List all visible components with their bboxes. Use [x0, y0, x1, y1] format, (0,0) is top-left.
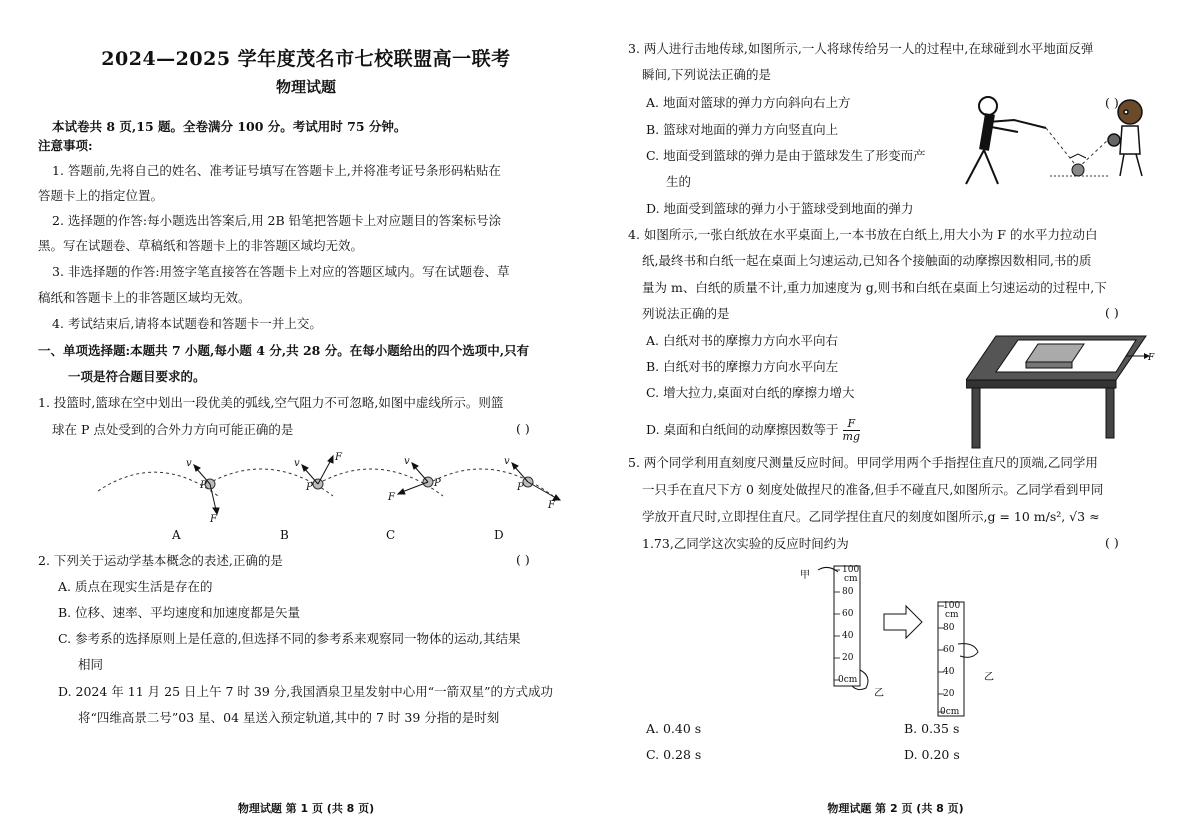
q4-fig-f: F: [1148, 353, 1155, 363]
q5-option-c: C. 0.28 s: [646, 747, 702, 762]
q3-option-b: B. 篮球对地面的弹力方向竖直向上: [646, 122, 839, 137]
r1-label-80: 80: [842, 587, 854, 597]
q1-option-d: D: [494, 528, 504, 542]
q1d-v: v: [504, 456, 510, 467]
q1c-v: v: [404, 456, 410, 467]
page-1-footer: 物理试题 第 1 页 (共 8 页): [237, 802, 375, 815]
q2-option-c-1: C. 参考系的选择原则上是任意的,但选择不同的参考系来观察同一物体的运动,其结果: [58, 631, 521, 646]
q4-figure: [966, 332, 1156, 452]
r1-label-0: 0cm: [838, 675, 858, 685]
q1d-f: F: [548, 500, 555, 511]
q1c-p: P: [434, 478, 441, 489]
q1-option-c: C: [386, 528, 396, 542]
q4-fraction: [843, 418, 860, 443]
section1-heading-1: 一、单项选择题:本题共 7 小题,每小题 4 分,共 28 分。在每小题给出的四个选项中,只有: [38, 343, 530, 358]
ruler-after: [938, 601, 994, 717]
q1b-v: v: [294, 458, 300, 469]
label-jia: 甲: [800, 570, 810, 581]
q3-option-c-1: C. 地面受到篮球的弹力是由于篮球发生了形变而产: [646, 148, 926, 163]
q5-stem-2: 一只手在直尺下方 0 刻度处做捏尺的准备,但手不碰直尺,如图所示。乙同学看到甲同: [642, 482, 1104, 497]
q1b-f: F: [335, 452, 342, 463]
r1-label-40: 40: [842, 631, 854, 641]
q5-option-d: D. 0.20 s: [904, 747, 960, 762]
q1a-v: v: [186, 458, 192, 469]
q2-option-c-2: 相同: [78, 657, 104, 672]
q5-option-a: A. 0.40 s: [646, 721, 702, 736]
exam-subtitle: 物理试题: [275, 78, 336, 96]
r2-label-80: 80: [943, 623, 955, 633]
q1-option-a: A: [172, 528, 181, 542]
q1-stem-2: 球在 P 点处受到的合外力方向可能正确的是: [52, 422, 294, 437]
q2-option-a: A. 质点在现实生活是存在的: [58, 579, 213, 594]
q2-option-d-1: D. 2024 年 11 月 25 日上午 7 时 39 分,我国酒泉卫星发射中心用“一箭双星”的方式成功: [58, 684, 554, 699]
r2-label-0: 0cm: [940, 707, 960, 717]
q3-figure: [960, 92, 1160, 202]
q1a-f: F: [210, 514, 217, 525]
exam-intro: 本试卷共 8 页,15 题。全卷满分 100 分。考试用时 75 分钟。: [52, 119, 407, 134]
receiver-figure: [1108, 100, 1142, 176]
page-1: [38, 0, 574, 832]
notice-2b: 黑。写在试题卷、草稿纸和答题卡上的非答题区域均无效。: [38, 238, 364, 253]
q4-stem-4: 列说法正确的是: [642, 306, 730, 321]
notice-heading: 注意事项:: [38, 138, 93, 153]
q4-stem-3: 量为 m、白纸的质量不计,重力加速度为 g,则书和白纸在桌面上匀速运动的过程中,下: [642, 280, 1107, 295]
q4-stem-1: 4. 如图所示,一张白纸放在水平桌面上,一本书放在白纸上,用大小为 F 的水平力拉动白: [628, 227, 1098, 242]
q3-stem-1: 3. 两人进行击地传球,如图所示,一人将球传给另一人的过程中,在球碰到水平地面反弹: [628, 41, 1094, 56]
r2-label-40: 40: [943, 667, 955, 677]
q5-option-b: B. 0.35 s: [904, 721, 960, 736]
ruler-before: [800, 565, 884, 699]
q1-figure: [88, 446, 568, 546]
q3-option-d: D. 地面受到篮球的弹力小于篮球受到地面的弹力: [646, 201, 914, 216]
q2-option-d-2: 将“四维高景二号”03 星、04 星送入预定轨道,其中的 7 时 39 分指的是时刻: [78, 710, 500, 725]
r1-label-20: 20: [842, 653, 854, 663]
q1-option-b: B: [280, 528, 289, 542]
basketball: [1072, 164, 1084, 176]
passer-figure: [966, 97, 1046, 184]
q4-fraction-denominator: mg: [842, 430, 860, 443]
r2-label-100: 100: [943, 601, 961, 611]
q4-option-a: A. 白纸对书的摩擦力方向水平向右: [646, 333, 838, 348]
notice-3b: 稿纸和答题卡上的非答题区域均无效。: [38, 290, 251, 305]
q1-stem-1: 1. 投篮时,篮球在空中划出一段优美的弧线,空气阻力不可忽略,如图中虚线所示。则篮: [38, 395, 504, 410]
r2-unit: cm: [945, 610, 959, 620]
label-yi-2: 乙: [984, 672, 994, 683]
label-yi-1: 乙: [874, 688, 884, 699]
q4-option-b: B. 白纸对书的摩擦力方向水平向左: [646, 359, 839, 374]
q3-option-a: A. 地面对篮球的弹力方向斜向右上方: [646, 95, 851, 110]
arrow-icon: [884, 606, 922, 638]
notice-3a: 3. 非选择题的作答:用签字笔直接答在答题卡上对应的答题区域内。写在试题卷、草: [52, 264, 510, 279]
r1-unit: cm: [844, 574, 858, 584]
q4-answer-paren: ( ): [1105, 305, 1119, 320]
q2-stem: 2. 下列关于运动学基本概念的表述,正确的是: [38, 553, 283, 568]
section1-heading-2: 一项是符合题目要求的。: [68, 369, 206, 384]
q4-fraction-numerator: F: [843, 418, 860, 431]
page-2-footer: 物理试题 第 2 页 (共 8 页): [827, 802, 964, 815]
q4-option-d-text: D. 桌面和白纸间的动摩擦因数等于: [646, 422, 839, 437]
q4-stem-2: 纸,最终书和白纸一起在桌面上匀速运动,已知各个接触面的动摩擦因数相同,书的质: [642, 253, 1092, 268]
notice-1a: 1. 答题前,先将自己的姓名、准考证号填写在答题卡上,并将准考证号条形码粘贴在: [52, 163, 501, 178]
notice-2a: 2. 选择题的作答:每小题选出答案后,用 2B 铅笔把答题卡上对应题目的答案标号涂: [52, 213, 502, 228]
exam-title: 2024—2025 学年度茂名市七校联盟高一联考: [101, 48, 511, 70]
notice-4: 4. 考试结束后,请将本试题卷和答题卡一并上交。: [52, 316, 322, 331]
q1a-p: P: [200, 480, 207, 491]
q2-answer-paren: ( ): [516, 552, 530, 567]
q1c-f: F: [388, 492, 395, 503]
r2-label-60: 60: [943, 645, 955, 655]
q5-stem-1: 5. 两个同学利用直刻度尺测量反应时间。甲同学用两个手指捏住直尺的顶端,乙同学用: [628, 455, 1098, 470]
q1b-p: P: [306, 482, 313, 493]
q3-answer-paren: ( ): [1105, 95, 1119, 110]
q3-option-c-2: 生的: [666, 174, 692, 189]
q4-option-d: [646, 418, 860, 443]
q3-stem-2: 瞬间,下列说法正确的是: [642, 67, 771, 82]
q5-stem-3: 学放开直尺时,立即捏住直尺。乙同学捏住直尺的刻度如图所示,g = 10 m/s², √3 ≈: [642, 509, 1100, 524]
q5-stem-4: 1.73,乙同学这次实验的反应时间约为: [642, 536, 849, 551]
q2-option-b: B. 位移、速率、平均速度和加速度都是矢量: [58, 605, 301, 620]
notice-1b: 答题卡上的指定位置。: [38, 188, 164, 203]
r2-label-20: 20: [943, 689, 955, 699]
q5-answer-paren: ( ): [1105, 535, 1119, 550]
r1-label-100: 100: [842, 565, 860, 575]
q4-option-c: C. 增大拉力,桌面对白纸的摩擦力增大: [646, 385, 855, 400]
page-2: [628, 0, 1163, 832]
r1-label-60: 60: [842, 609, 854, 619]
q1-answer-paren: ( ): [516, 421, 530, 436]
q5-figure: [788, 562, 1028, 722]
q1d-p: P: [517, 482, 524, 493]
